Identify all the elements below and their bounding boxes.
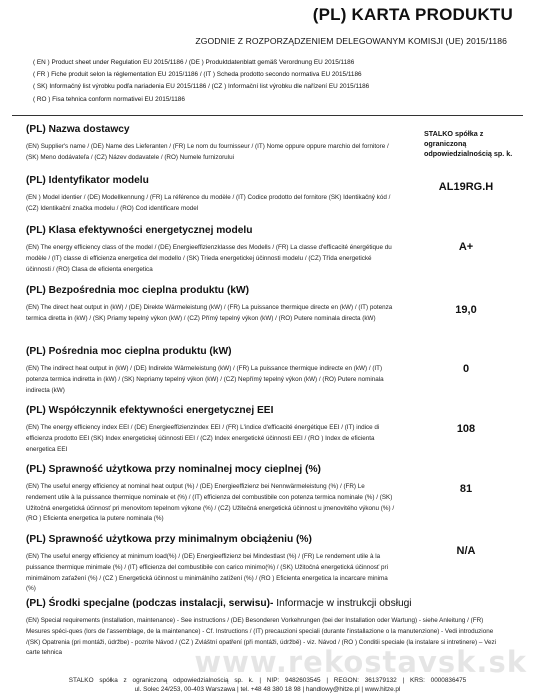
row-energy-class [26, 225, 516, 275]
row-nominal-efficiency [26, 464, 516, 525]
watermark: www.rekostavsk.sk [194, 645, 527, 679]
row-description: (EN) The energy efficiency index EEI / (DE) Energieeffizienzindex EEI / (FR) L'indice d'efficacité énergétique EEI / (IT) indice di efficienza prodotto EEI (SK) Index energetickej účinnosti EEI / (CZ) Index energetické účinnosti EEI / (RO ) Index de eficienta energetica EEI [26, 424, 380, 453]
language-line: ( FR ) Fiche produit selon la réglementation EU 2015/1186 / (IT ) Scheda prodotto secondo normativa EU 2015/1186 [33, 71, 362, 79]
row-eei [26, 405, 516, 455]
page-subtitle: ZGODNIE Z ROZPORZĄDZENIEM DELEGOWANYM KOMISJI (UE) 2015/1186 [195, 36, 507, 46]
row-description: (EN) The indirect heat output in (kW) / (DE) Indirekte Wärmeleistung (kW) / (FR) La puissance thermique indirecte en (kW) / (IT) potenza termica indiretta in (kW) / (SK) Nepriamy tepelný výkon (kW) / (CZ) Nepřímý tepelný výkon (kW) / (RO) Putere nominala indirecta (kW) [26, 365, 384, 394]
row-indirect-heat-output [26, 346, 516, 396]
row-heading: (PL) Współczynnik efektywności energetycznej EEI [26, 405, 274, 416]
row-value: 108 [456, 423, 476, 435]
row-value: 81 [459, 483, 473, 495]
page-title: (PL) KARTA PRODUKTU [312, 5, 513, 24]
divider [12, 115, 523, 116]
row-heading: (PL) Klasa efektywności energetycznej modelu [26, 225, 253, 236]
row-value: A+ [458, 241, 474, 253]
row-description: (EN) Supplier's name / (DE) Name des Lieferanten / (FR) Le nom du fournisseur / (IT) Nome oppure oppure marchio del fornitore / (SK) Meno dodávateľa / (CZ) Název dodavatele / (RO) Numele furnizorului [26, 143, 389, 161]
row-heading: (PL) Identyfikator modelu [26, 175, 149, 186]
language-line: ( EN ) Product sheet under Regulation EU 2015/1186 / (DE ) Produktdatenblatt gemäß Verordnung EU 2015/1186 [33, 59, 355, 66]
row-direct-heat-output [26, 285, 516, 325]
row-special-requirements [26, 598, 516, 659]
footer-company-line: STALKO spółka z ograniczoną odpowiedzialnością sp. k. | NIP: 9482603545 | REGON: 361379132 | KRS: 0000836475 [68, 677, 467, 684]
row-description: (EN) The energy efficiency class of the model / (DE) Energieeffizienzklasse des Modells / (FR) La classe d'efficacité énergétique du modèle / (IT) classe di efficienza energetica del modello / (SK) Trieda energetickej účinnosti modelu / (CZ) Třída energetické účinnosti / (RO) Clasa de eficienta energetica [26, 244, 392, 273]
language-line: ( SK) Informačný list výrobku podľa nariadenia EU 2015/1186 / (CZ ) Informační list výrobku dle nařízení EU 2015/1186 [33, 83, 370, 91]
language-list [33, 57, 369, 106]
footer [0, 677, 535, 694]
row-description: (EN) Special requirements (installation, maintenance) - See instructions / (DE) Besonderen Vorkehrungen (bei der Installation oder Wartung) - siehe Anleitung / (FR) Mesures spéci-ques (lors de l'assemblage, de la maintenance) - Cf. Instructions / (IT) precauzioni speciali (durante l'installazione o la manutenzione) - Vedi introduzione /(SK) Opatrenia (pri montáži, údržbe) - pozrite Návod / (CZ ) Zvláštní opatření (při montáži, údržbě) - viz. Návod / (RO ) Conditii speciale (la instalare si intretinere) – Vezi carte tehnica [26, 617, 496, 657]
row-heading: (PL) Bezpośrednia moc cieplna produktu (kW) [26, 285, 250, 296]
row-model-identifier [26, 175, 516, 215]
row-description: (EN) The direct heat output in (kW) / (DE) Direkte Wärmeleistung (kW) / (FR) La puissance thermique directe en (kW) / (IT) potenza termica diretta in (kW) / (SK) Priamy tepelný výkon (kW) / (CZ) Přímý tepelný výkon (kW) / (RO) Putere nominala directa (kW) [26, 304, 393, 322]
row-value: 0 [462, 363, 470, 375]
row-heading: (PL) Nazwa dostawcy [26, 124, 130, 135]
row-description: (EN) The useful energy efficiency at nominal heat output (%) / (DE) Energieeffizienz bei Nennwärmeleistung (%) / (FR) Le rendement utile à la puissance thermique nominale et (%) / (IT) efficienza del combustibile con potenza termica nominale (%) / (SK) Užitočná energetická účinnosť pri menovitom tepelnom výkone (%) / (CZ) Užitečná energetická účinnost u jmenovitého výkonu (%) / (RO ) Eficienta energetica la putere nominala (%) [26, 483, 395, 523]
row-heading-extra: Informacje w instrukcji obsługi [273, 598, 412, 609]
row-value: STALKO spółka z ograniczoną odpowiedzialnością sp. k. [424, 129, 513, 158]
row-minimum-load-efficiency [26, 534, 516, 595]
row-heading: (PL) Sprawność użytkowa przy nominalnej mocy cieplnej (%) [26, 464, 321, 475]
row-heading-main: (PL) Środki specjalne (podczas instalacji, serwisu)- [26, 598, 274, 609]
row-description: (EN ) Model identier / (DE) Modellkennung / (FR) La référence du modèle / (IT) Codice prodotto del fornitore (SK) Identikačný kód / (CZ) Identikační značka modelu / (RO) Cod identificare model [26, 194, 391, 212]
row-supplier-name [26, 124, 516, 164]
row-heading: (PL) Pośrednia moc cieplna produktu (kW) [26, 346, 232, 357]
row-heading: (PL) Sprawność użytkowa przy minimalnym obciążeniu (%) [26, 534, 312, 545]
row-value: AL19RG.H [438, 181, 494, 193]
row-description: (EN) The useful energy efficiency at minimum load(%) / (DE) Energieeffizienz bei Mindestlast (%) / (FR) Le rendement utile à la puissance thermique minimale (%) / (IT) efficienza del combustibile con carico minimo(%) / (SK) Užitočná energetická účinnosť pri minimálnom zaťažení (%) / (CZ ) Energetická účinnost u minimálního zatížení (%) / (RO ) Eficienta energetica la incarcare minima (%) [26, 553, 389, 593]
row-heading [26, 598, 516, 609]
row-value: 19,0 [455, 304, 477, 316]
language-line: ( RO ) Fisa tehnica conform normativei EU 2015/1186 [33, 95, 185, 103]
row-value: N/A [456, 545, 476, 557]
footer-contact-line: ul. Solec 24/253, 00-403 Warszawa | tel. +48 48 380 18 98 | handlowy@hitze.pl | www.hitze.pl [134, 685, 401, 693]
